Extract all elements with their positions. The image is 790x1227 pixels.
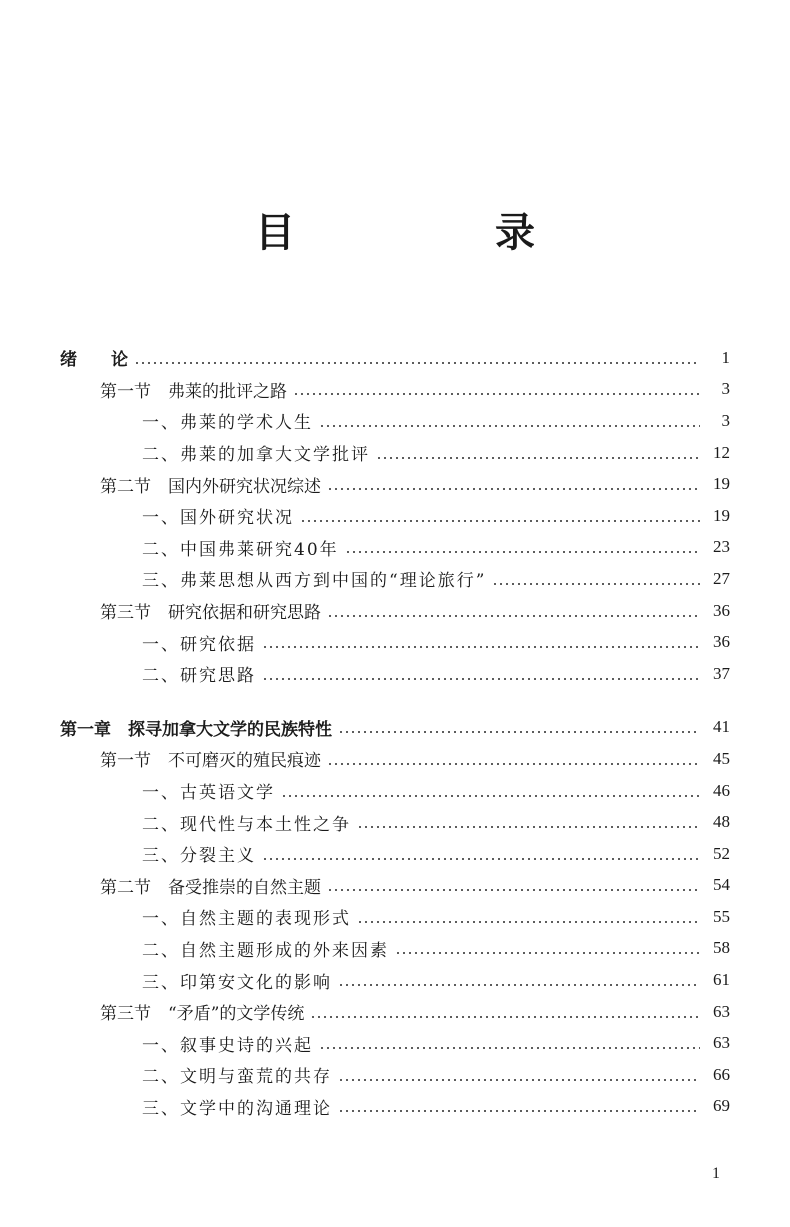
toc-entry-page: 19: [713, 474, 730, 494]
toc-entry-label: 第二节 备受推崇的自然主题: [100, 877, 321, 898]
toc-subsection-entry[interactable]: [0, 964, 790, 996]
toc-entry-label: 三、印第安文化的影响: [142, 972, 332, 993]
dot-leader: [338, 1079, 700, 1081]
toc-entry-label: 第三节 研究依据和研究思路: [100, 603, 321, 624]
toc-subsection-entry[interactable]: [0, 1059, 790, 1091]
page-number: 1: [712, 1165, 720, 1182]
toc-entry-label: 二、自然主题形成的外来因素: [142, 940, 389, 961]
table-of-contents: [0, 342, 790, 1122]
dot-leader: [345, 551, 700, 553]
toc-subsection-entry[interactable]: [0, 1091, 790, 1123]
dot-leader: [395, 952, 700, 954]
toc-entry-page: 23: [713, 537, 730, 557]
dot-leader: [262, 678, 700, 680]
toc-section-entry[interactable]: [0, 595, 790, 627]
dot-leader: [134, 362, 700, 364]
toc-subsection-entry[interactable]: [0, 838, 790, 870]
toc-section-entry[interactable]: [0, 996, 790, 1028]
toc-entry-label: 第一节 弗莱的批评之路: [100, 381, 287, 402]
toc-subsection-entry[interactable]: [0, 563, 790, 595]
toc-entry-page: 1: [721, 347, 730, 367]
dot-leader: [327, 763, 700, 765]
dot-leader: [262, 646, 700, 648]
toc-entry-page: 63: [713, 1033, 730, 1053]
toc-entry-label: 第一节 不可磨灭的殖民痕迹: [100, 751, 321, 772]
toc-entry-page: 52: [713, 843, 730, 863]
dot-leader: [293, 393, 700, 395]
dot-leader: [281, 795, 700, 797]
toc-entry-label: 二、中国弗莱研究40年: [142, 539, 339, 560]
toc-entry-label: 一、国外研究状况: [142, 508, 294, 529]
toc-subsection-entry[interactable]: [0, 901, 790, 933]
toc-entry-page: 55: [713, 906, 730, 926]
toc-subsection-entry[interactable]: [0, 1027, 790, 1059]
toc-entry-label: 三、文学中的沟通理论: [142, 1098, 332, 1119]
toc-entry-page: 48: [713, 812, 730, 832]
toc-subsection-entry[interactable]: [0, 658, 790, 690]
toc-subsection-entry[interactable]: [0, 500, 790, 532]
toc-section-entry[interactable]: [0, 743, 790, 775]
toc-entry-label: 第三节 “矛盾”的文学传统: [100, 1004, 305, 1025]
toc-entry-page: 66: [713, 1064, 730, 1084]
toc-entry-label: 三、分裂主义: [142, 846, 256, 867]
toc-subsection-entry[interactable]: [0, 405, 790, 437]
dot-leader: [376, 457, 700, 459]
toc-entry-page: 27: [713, 568, 730, 588]
toc-section-entry[interactable]: [0, 374, 790, 406]
toc-subsection-entry[interactable]: [0, 933, 790, 965]
toc-entry-page: 3: [721, 410, 730, 430]
toc-entry-page: 45: [713, 748, 730, 768]
toc-entry-page: 12: [713, 442, 730, 462]
toc-entry-page: 36: [713, 600, 730, 620]
toc-entry-label: 一、古英语文学: [142, 783, 275, 804]
toc-entry-page: 63: [713, 1001, 730, 1021]
toc-entry-label: 一、弗莱的学术人生: [142, 413, 313, 434]
toc-entry-label: 第二节 国内外研究状况综述: [100, 476, 321, 497]
toc-entry-label: 绪 论: [60, 350, 128, 371]
dot-leader: [300, 520, 700, 522]
toc-subsection-entry[interactable]: [0, 532, 790, 564]
toc-entry-label: 三、弗莱思想从西方到中国的“理论旅行”: [142, 571, 487, 592]
dot-leader: [338, 984, 700, 986]
dot-leader: [357, 921, 700, 923]
toc-entry-label: 二、研究思路: [142, 666, 256, 687]
toc-subsection-entry[interactable]: [0, 806, 790, 838]
toc-entry-label: 一、叙事史诗的兴起: [142, 1035, 313, 1056]
toc-section-entry[interactable]: [0, 870, 790, 902]
toc-entry-page: 69: [713, 1096, 730, 1116]
toc-entry-page: 46: [713, 780, 730, 800]
dot-leader: [319, 1047, 700, 1049]
toc-entry-label: 二、文明与蛮荒的共存: [142, 1067, 332, 1088]
dot-leader: [262, 858, 700, 860]
toc-entry-label: 第一章 探寻加拿大文学的民族特性: [60, 719, 332, 740]
toc-entry-page: 19: [713, 505, 730, 525]
toc-subsection-entry[interactable]: [0, 437, 790, 469]
toc-subsection-entry[interactable]: [0, 626, 790, 658]
dot-leader: [310, 1016, 700, 1018]
dot-leader: [319, 425, 700, 427]
toc-chapter-entry[interactable]: [0, 342, 790, 374]
toc-entry-page: 3: [721, 379, 730, 399]
dot-leader: [327, 889, 700, 891]
dot-leader: [327, 488, 700, 490]
toc-entry-page: 58: [713, 938, 730, 958]
toc-entry-page: 41: [713, 717, 730, 737]
page-title: 目 录: [255, 210, 615, 256]
toc-entry-page: 54: [713, 875, 730, 895]
dot-leader: [338, 731, 700, 733]
toc-entry-page: 37: [713, 663, 730, 683]
toc-entry-label: 一、研究依据: [142, 634, 256, 655]
toc-entry-label: 二、现代性与本土性之争: [142, 814, 351, 835]
toc-entry-page: 61: [713, 970, 730, 990]
dot-leader: [492, 583, 700, 585]
dot-leader: [327, 615, 700, 617]
section-gap: [0, 690, 790, 712]
toc-chapter-entry[interactable]: [0, 712, 790, 744]
toc-subsection-entry[interactable]: [0, 775, 790, 807]
toc-entry-page: 36: [713, 632, 730, 652]
dot-leader: [338, 1110, 700, 1112]
toc-entry-label: 一、自然主题的表现形式: [142, 909, 351, 930]
toc-section-entry[interactable]: [0, 468, 790, 500]
dot-leader: [357, 826, 700, 828]
toc-entry-label: 二、弗莱的加拿大文学批评: [142, 445, 370, 466]
